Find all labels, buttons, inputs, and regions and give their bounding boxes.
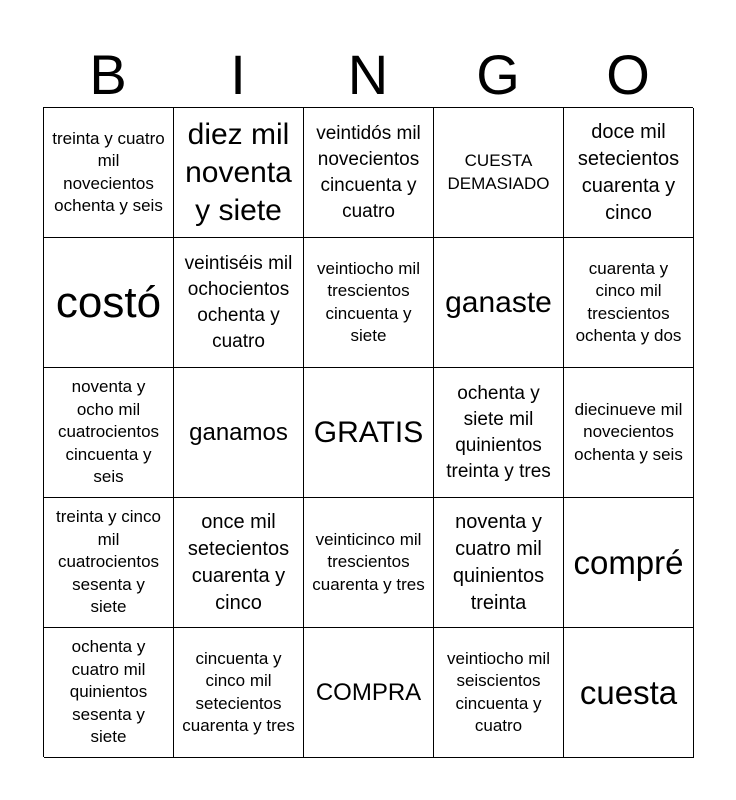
cell-text: veintiséis mil ochocientos ochenta y cuatro [184, 252, 293, 352]
bingo-cell[interactable] [304, 238, 434, 368]
bingo-cell[interactable] [44, 238, 174, 368]
cell-text: noventa y ocho mil cuatrocientos cincuenta y seis [57, 377, 160, 487]
bingo-card-grid [43, 107, 693, 757]
bingo-cell[interactable] [434, 108, 564, 238]
cell-text: costó [55, 277, 162, 327]
cell-text: compré [573, 543, 684, 581]
bingo-cell[interactable] [564, 368, 694, 498]
bingo-cell[interactable] [434, 368, 564, 498]
bingo-cell[interactable] [304, 628, 434, 758]
cell-text: doce mil setecientos cuarenta y cinco [577, 120, 680, 224]
bingo-cell[interactable] [44, 368, 174, 498]
header-letter-i: I [230, 43, 246, 106]
cell-text: diez mil noventa y siete [185, 117, 292, 227]
header-letter-g: G [476, 43, 520, 106]
cell-text: treinta y cuatro mil novecientos ochenta y seis [52, 128, 165, 215]
cell-text: COMPRA [315, 679, 422, 706]
cell-text: ganaste [445, 285, 552, 319]
header-letter-n: N [347, 43, 389, 106]
bingo-cell[interactable] [434, 628, 564, 758]
cell-text: veintiocho mil seiscientos cincuenta y cuatro [447, 648, 550, 735]
cell-text: diecinueve mil novecientos ochenta y seis [574, 399, 683, 464]
cell-text: CUESTA DEMASIADO [447, 151, 550, 193]
bingo-cell[interactable] [174, 368, 304, 498]
bingo-cell[interactable] [174, 628, 304, 758]
cell-text: cincuenta y cinco mil setecientos cuarenta y tres [182, 648, 295, 735]
cell-text: veintidós mil novecientos cincuenta y cuatro [316, 122, 421, 222]
header-letter-o: O [606, 43, 650, 106]
bingo-cell[interactable] [174, 238, 304, 368]
bingo-header [43, 42, 693, 108]
bingo-cell[interactable] [44, 628, 174, 758]
bingo-cell[interactable] [304, 498, 434, 628]
cell-text: treinta y cinco mil cuatrocientos sesenta y siete [56, 507, 161, 617]
bingo-cell[interactable] [434, 498, 564, 628]
bingo-cell[interactable] [564, 238, 694, 368]
bingo-cell[interactable] [304, 108, 434, 238]
cell-text: GRATIS [313, 415, 424, 449]
bingo-cell[interactable] [44, 498, 174, 628]
header-letter-b: B [89, 43, 127, 106]
cell-text: ochenta y siete mil quinientos treinta y tres [446, 382, 551, 482]
bingo-cell[interactable] [304, 368, 434, 498]
cell-text: cuarenta y cinco mil trescientos ochenta y dos [575, 258, 682, 345]
cell-text: veinticinco mil trescientos cuarenta y tres [312, 529, 425, 594]
bingo-cell[interactable] [174, 108, 304, 238]
bingo-cell[interactable] [564, 498, 694, 628]
bingo-cell[interactable] [174, 498, 304, 628]
cell-text: cuesta [579, 673, 678, 711]
bingo-cell[interactable] [564, 108, 694, 238]
bingo-cell[interactable] [564, 628, 694, 758]
cell-text: ganamos [189, 419, 288, 446]
cell-text: noventa y cuatro mil quinientos treinta [452, 510, 545, 614]
cell-text: ochenta y cuatro mil quinientos sesenta y siete [69, 637, 148, 747]
cell-text: once mil setecientos cuarenta y cinco [187, 510, 290, 614]
cell-text: veintiocho mil trescientos cincuenta y siete [317, 258, 420, 345]
bingo-cell[interactable] [434, 238, 564, 368]
bingo-cell[interactable] [44, 108, 174, 238]
